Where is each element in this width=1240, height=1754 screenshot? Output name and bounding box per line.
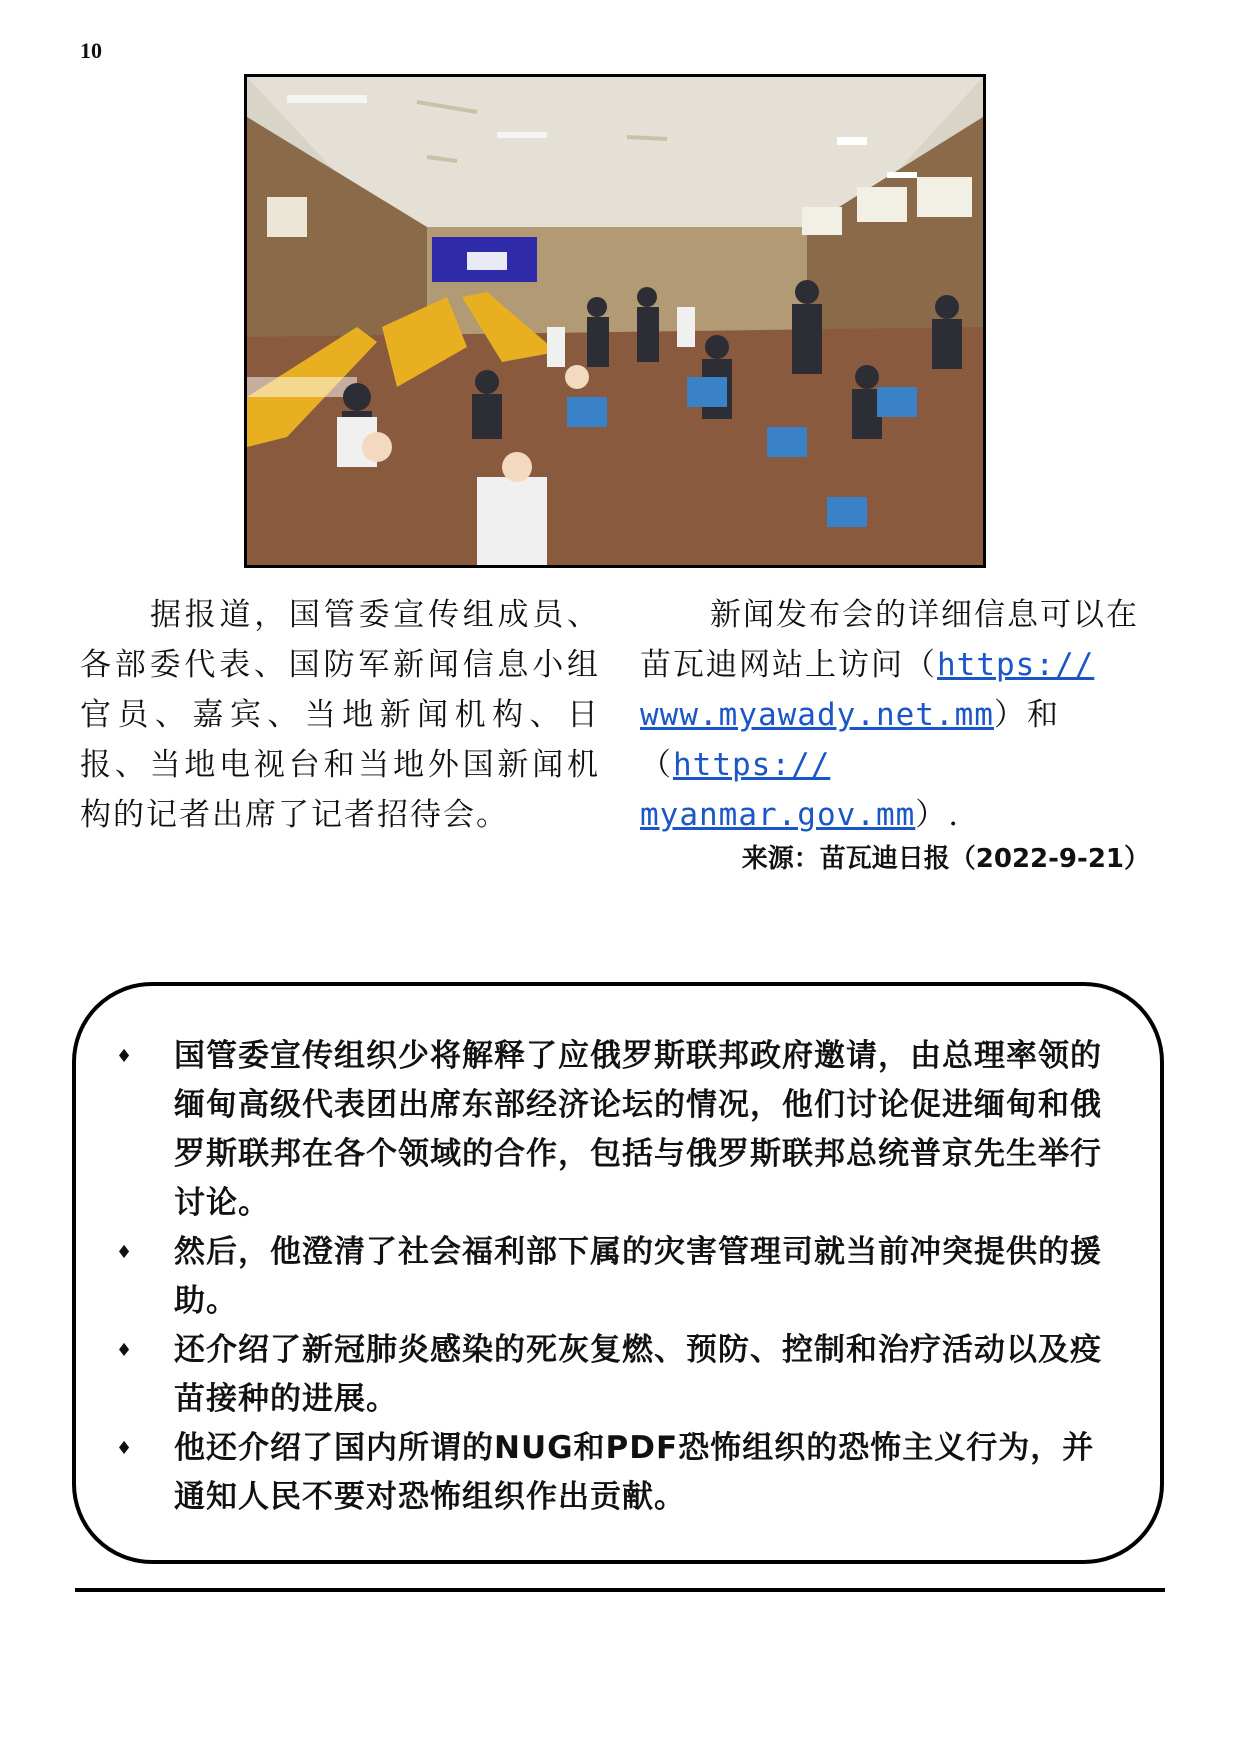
and-text: ）和（ — [640, 697, 1060, 783]
left-paragraph — [80, 590, 600, 840]
summary-item: ♦ 国管委宣传组织少将解释了应俄罗斯联邦政府邀请，由总理率领的缅甸高级代表团出席东部经济论坛的情况，他们讨论促进缅甸和俄罗斯联邦在各个领域的合作，包括与俄罗斯联邦总统普京先生举行讨论。 — [106, 1032, 1118, 1228]
right-paragraph — [640, 590, 1160, 840]
diamond-bullet-icon: ♦ — [116, 1046, 134, 1067]
page-number: 10 — [80, 38, 102, 63]
right-line-1: 新闻发布会的详细信息可以在 — [710, 597, 1139, 633]
press-conference-photo — [244, 74, 986, 568]
summary-list — [106, 1032, 1118, 1522]
right-line-2-prefix: 苗瓦迪网站上访问（ — [640, 647, 937, 683]
diamond-bullet-icon: ♦ — [116, 1438, 134, 1459]
summary-item: ♦ 然后，他澄清了社会福利部下属的灾害管理司就当前冲突提供的援助。 — [106, 1228, 1118, 1326]
myanmar-gov-link[interactable]: https:// myanmar.gov.mm — [640, 747, 916, 833]
diamond-bullet-icon: ♦ — [116, 1340, 134, 1361]
source-citation: 来源：苗瓦迪日报（2022-9-21） — [741, 844, 1150, 874]
bottom-divider — [75, 1588, 1165, 1592]
summary-box — [72, 982, 1164, 1564]
summary-item: ♦ 还介绍了新冠肺炎感染的死灰复燃、预防、控制和治疗活动以及疫苗接种的进展。 — [106, 1326, 1118, 1424]
diamond-bullet-icon: ♦ — [116, 1242, 134, 1263]
end-text: ）. — [915, 797, 961, 833]
right-paragraph-text — [640, 590, 1160, 840]
left-paragraph-text: 据报道，国管委宣传组成员、各部委代表、国防军新闻信息小组官员、嘉宾、当地新闻机构、日报、当地电视台和当地外国新闻机构的记者出席了记者招待会。 — [80, 597, 600, 833]
summary-item: ♦ 他还介绍了国内所谓的NUG和PDF恐怖组织的恐怖主义行为，并通知人民不要对恐怖组织作出贡献。 — [106, 1424, 1118, 1522]
myawady-link[interactable]: https:// www.myawady.net.mm — [640, 647, 1095, 733]
